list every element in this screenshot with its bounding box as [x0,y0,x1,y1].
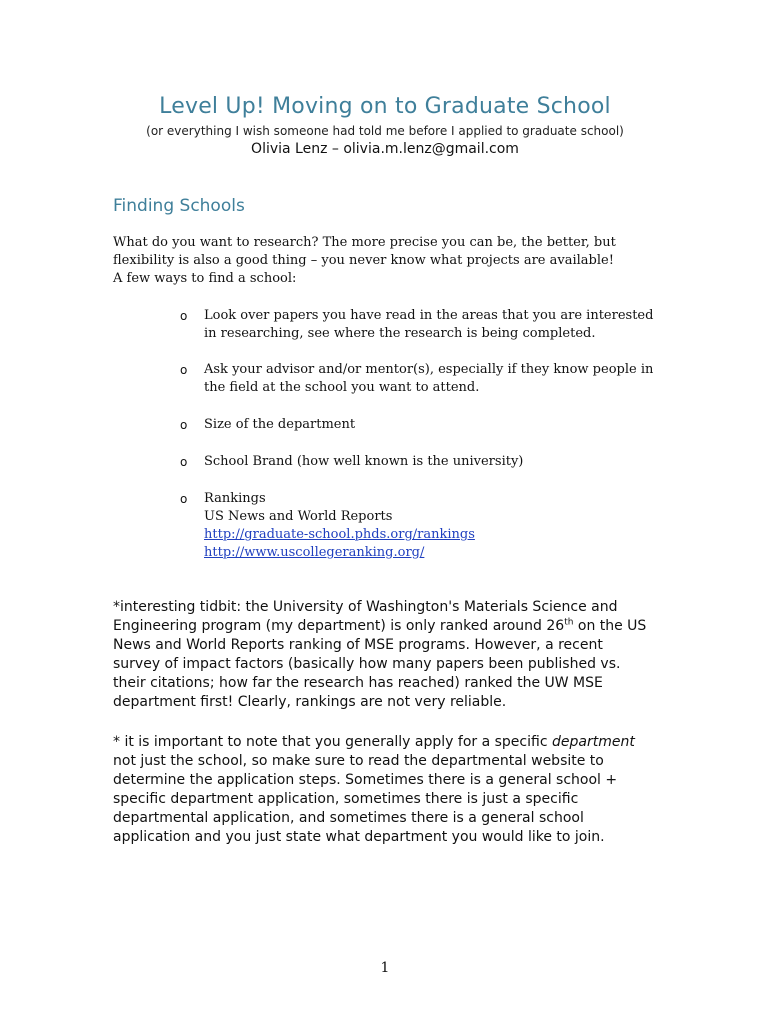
bullet-icon: o [180,363,188,377]
page-number: 1 [380,960,390,976]
tidbit-note [113,598,653,712]
list-item [180,416,670,453]
list-item-text: Size of the department [204,417,356,432]
list-item [180,453,670,490]
list-item [180,490,670,562]
application-note [113,733,653,847]
bullet-icon: o [180,418,188,432]
bullet-icon: o [180,455,188,469]
document-title: Level Up! Moving on to Graduate School [159,94,611,119]
document-subtitle: (or everything I wish someone had told me before I applied to graduate school) [146,124,624,138]
ways-list [180,307,670,562]
rankings-link-uscollegeranking[interactable]: http://www.uscollegeranking.org/ [204,545,425,560]
application-emphasis: department [551,734,635,750]
intro-text: What do you want to research? The more precise you can be, the better, but flexibility is also a good thing – you never know what projects are available! [113,235,616,268]
list-item-text: Look over papers you have read in the areas that you are interested in researching, see where the research is being completed. [204,308,654,341]
application-text-start: * it is important to note that you generally apply for a specific [113,734,552,750]
tidbit-text-start: *interesting tidbit: the University of Washington's Materials Science and Engineering program (my department) is only ranked around 26 [113,599,618,634]
list-item-text: Ask your advisor and/or mentor(s), especially if they know people in the field at the school you want to attend. [204,362,654,395]
ordinal-suffix: th [564,617,574,628]
section-heading: Finding Schools [113,196,245,216]
tidbit-text-end: on the US News and World Reports ranking of MSE programs. However, a recent survey of impact factors (basically how many papers been published vs. their citations; how far the research has reached) ranked the UW MSE department first! Clearly, rankings are not very reliable. [113,618,647,710]
intro-paragraph [113,234,673,288]
intro-lead-in: A few ways to find a school: [113,271,297,286]
author-line: Olivia Lenz – olivia.m.lenz@gmail.com [251,141,519,157]
list-item-text: Rankings [204,491,266,506]
list-item [180,361,670,416]
bullet-icon: o [180,309,188,323]
rankings-source: US News and World Reports [204,509,393,524]
application-text-end: not just the school, so make sure to read the departmental website to determine the application steps. Sometimes there is a general school + specific department application, sometimes there is just a specific departmental application, and sometimes there is a general school application and you just state what department you would like to join. [113,753,618,845]
bullet-icon: o [180,492,188,506]
rankings-link-phds[interactable]: http://graduate-school.phds.org/rankings [204,527,475,542]
list-item [180,307,670,361]
list-item-text: School Brand (how well known is the university) [204,454,524,469]
